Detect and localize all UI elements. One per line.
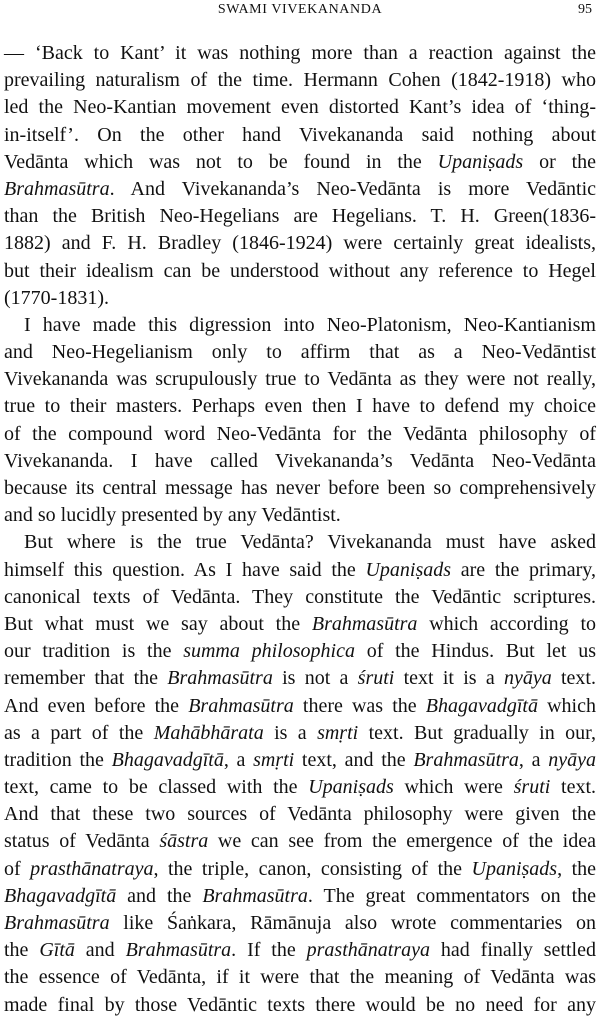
italic-term: Upaniṣads <box>471 857 558 880</box>
text-line <box>4 339 596 366</box>
text-segment: which were <box>393 776 514 799</box>
text-segment: Vivekananda was scrupulously true to Vedānta as they were not really, <box>4 368 596 391</box>
text-segment: Vedānta which was not to be found in the <box>4 150 438 173</box>
text-line <box>4 584 596 611</box>
text-segment: is not a <box>272 667 358 690</box>
italic-term: prasthānatraya <box>30 857 154 880</box>
text-line <box>4 475 596 502</box>
text-segment: led the Neo-Kantian movement even distorted Kant’s idea of ‘thing- <box>4 96 596 119</box>
text-segment: canonical texts of Vedānta. They constitute the Vedāntic scriptures. <box>4 585 596 608</box>
text-line <box>4 611 596 638</box>
text-segment: are the primary, <box>451 558 596 581</box>
text-line <box>4 122 596 149</box>
text-segment: of the Hindus. But let us <box>354 640 596 663</box>
text-segment: , a <box>518 748 549 771</box>
italic-term: Upaniṣads <box>308 776 394 799</box>
text-line <box>4 693 596 720</box>
italic-term: summa philosophica <box>183 640 355 663</box>
text-line <box>4 747 596 774</box>
italic-term: Gītā <box>39 939 75 962</box>
text-line <box>4 529 596 556</box>
text-segment: and <box>74 939 126 962</box>
italic-term: nyāya <box>548 748 596 771</box>
text-segment: and the <box>116 884 203 907</box>
text-line <box>4 720 596 747</box>
text-segment: than the British Neo-Hegelians are Hegelians. T. H. Green(1836- <box>4 205 596 228</box>
text-line <box>4 94 596 121</box>
italic-term: nyāya <box>503 667 552 690</box>
text-segment: — ‘Back to Kant’ it was nothing more than a reaction against the <box>4 42 596 64</box>
text-segment: text it is a <box>394 667 504 690</box>
text-segment: our tradition is the <box>4 640 184 663</box>
text-line <box>4 883 596 910</box>
italic-term: smṛti <box>317 721 359 744</box>
text-segment: made final by those Vedāntic texts there would be no need for any <box>4 993 596 1016</box>
text-segment: the <box>4 939 40 962</box>
italic-term: Upaniṣads <box>365 558 452 581</box>
text-line <box>4 203 596 230</box>
text-segment: which according to <box>417 612 597 635</box>
text-segment: had finally settled <box>429 939 596 962</box>
text-line <box>4 312 596 339</box>
text-segment: And that these two sources of Vedānta philosophy were given the <box>4 803 596 826</box>
text-line <box>4 774 596 801</box>
text-segment: And even before the <box>4 694 189 717</box>
text-segment: or the <box>523 150 596 173</box>
text-line <box>4 638 596 665</box>
text-line <box>4 230 596 257</box>
text-line <box>4 801 596 828</box>
text-segment: , a <box>223 748 254 771</box>
text-line <box>4 176 596 203</box>
text-segment: But where is the true Vedānta? Vivekananda must have asked <box>24 531 596 554</box>
text-segment: . And Vivekananda’s Neo-Vedānta is more Vedāntic <box>109 177 596 200</box>
text-line <box>4 964 596 991</box>
text-line <box>4 40 596 67</box>
paragraph <box>4 312 596 530</box>
italic-term: Brahmasūtra <box>188 694 294 717</box>
text-segment: tradition the <box>4 748 112 771</box>
text-segment: . The great commentators on the <box>307 884 597 907</box>
text-segment: and so lucidly presented by any Vedāntist. <box>4 504 341 527</box>
text-segment: is a <box>263 721 318 744</box>
italic-term: Bhagavadgītā <box>111 748 224 771</box>
italic-term: Brahmasūtra <box>167 667 273 690</box>
text-line <box>4 258 596 285</box>
text-segment: , the <box>557 857 596 880</box>
italic-term: śruti <box>357 667 395 690</box>
text-line <box>4 149 596 176</box>
text-segment: , the triple, canon, consisting of the <box>153 857 472 880</box>
text-segment: true to their masters. Perhaps even then I have to defend my choice <box>4 395 596 418</box>
paragraph <box>4 40 596 312</box>
text-segment: like Śaṅkara, Rāmānuja also wrote commentaries on <box>109 912 596 934</box>
italic-term: Brahmasūtra <box>413 748 519 771</box>
page-header <box>0 0 600 24</box>
italic-term: smṛti <box>253 748 295 771</box>
text-line <box>4 366 596 393</box>
text-line <box>4 992 596 1019</box>
italic-term: śruti <box>513 776 551 799</box>
text-segment: as a part of the <box>4 721 154 744</box>
text-segment: status of Vedānta <box>4 830 160 853</box>
text-segment: himself this question. As I have said the <box>4 558 366 581</box>
text-segment: and Neo-Hegelianism only to affirm that as a Neo-Vedāntist <box>4 341 596 364</box>
text-segment: But what must we say about the <box>4 612 312 635</box>
italic-term: śāstra <box>159 830 209 853</box>
italic-term: Brahmasūtra <box>125 939 232 962</box>
italic-term: Brahmasūtra <box>4 912 110 934</box>
text-segment: there was the <box>293 694 426 717</box>
text-segment: of <box>4 857 31 880</box>
text-segment: I have made this digression into Neo-Platonism, Neo-Kantianism <box>24 313 596 336</box>
text-segment: . If the <box>231 939 307 962</box>
text-segment: in-itself’. On the other hand Vivekananda said nothing about <box>4 123 596 146</box>
text-line <box>4 856 596 883</box>
italic-term: prasthānatraya <box>306 939 430 962</box>
italic-term: Mahābhārata <box>153 721 264 744</box>
text-line <box>4 828 596 855</box>
italic-term: Brahmasūtra <box>202 884 308 907</box>
text-segment: which <box>537 694 596 717</box>
italic-term: Upaniṣads <box>437 150 524 173</box>
italic-term: Bhagavadgītā <box>4 884 117 907</box>
text-segment: text, and the <box>294 748 414 771</box>
text-segment: text. <box>550 776 596 799</box>
text-line <box>4 910 596 937</box>
text-segment: 1882) and F. H. Bradley (1846-1924) were certainly great idealists, <box>4 232 596 255</box>
page-number: 95 <box>578 2 592 17</box>
text-line <box>4 67 596 94</box>
text-line <box>4 937 596 964</box>
text-segment: but their idealism can be understood without any reference to Hegel <box>4 259 596 282</box>
text-segment: prevailing naturalism of the time. Hermann Cohen (1842-1918) who <box>4 69 596 92</box>
text-line <box>4 665 596 692</box>
text-segment: remember that the <box>4 667 168 690</box>
text-segment: of the compound word Neo-Vedānta for the Vedānta philosophy of <box>4 422 596 445</box>
italic-term: Bhagavadgītā <box>425 694 538 717</box>
running-head: SWAMI VIVEKANANDA <box>217 2 383 17</box>
text-line <box>4 285 596 312</box>
text-line <box>4 502 596 529</box>
text-line <box>4 448 596 475</box>
text-line <box>4 557 596 584</box>
text-segment: we can see from the emergence of the idea <box>208 830 596 853</box>
text-segment: text. But gradually in our, <box>358 721 596 744</box>
text-segment: because its central message has never before been so comprehensively <box>4 477 596 499</box>
text-line <box>4 393 596 420</box>
text-segment: (1770-1831). <box>4 286 109 309</box>
italic-term: Brahmasūtra <box>311 612 418 635</box>
text-segment: Vivekananda. I have called Vivekananda’s Vedānta Neo-Vedānta <box>4 449 596 472</box>
text-segment: the essence of Vedānta, if it were that the meaning of Vedānta was <box>4 966 596 989</box>
text-line <box>4 421 596 448</box>
body-text <box>4 40 596 1019</box>
paragraph <box>4 529 596 1018</box>
text-segment: text, came to be classed with the <box>4 776 309 799</box>
italic-term: Brahmasūtra <box>4 177 110 200</box>
text-segment: text. <box>551 667 596 690</box>
